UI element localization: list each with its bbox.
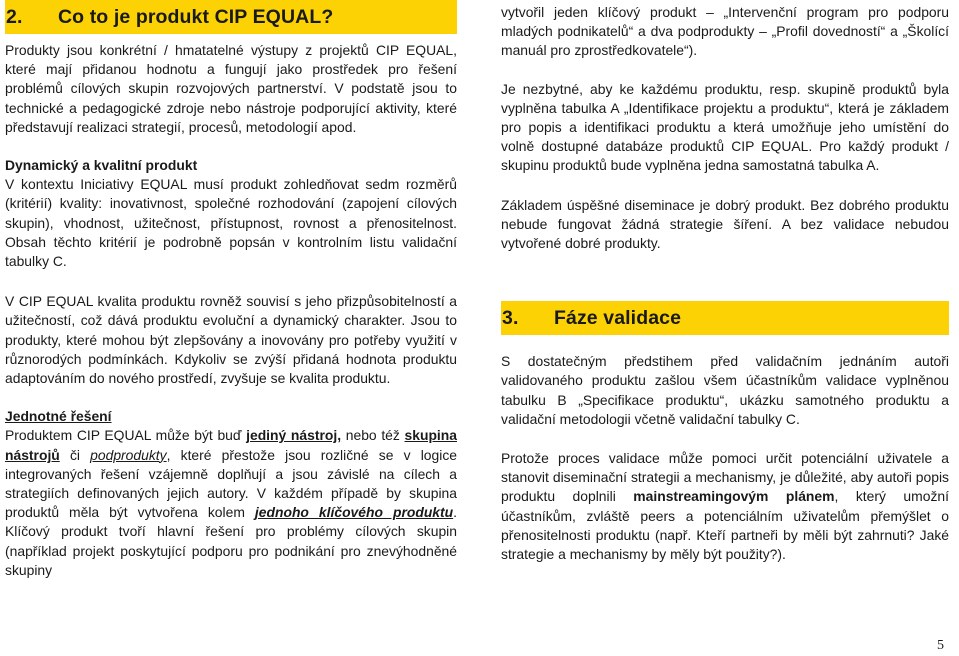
single-solution-text-4: , které přestože jsou rozličné se v logice integrovaných řešení vzájemně doplňují a jsou závislé na cílech a strategiích definovaných jejich autory. V každém případě by skupina produktů měla být vytvořena kolem (5, 446, 457, 521)
single-solution-text-3: či (59, 446, 91, 463)
validation-process-paragraph (501, 449, 949, 564)
dynamic-product-paragraph: V kontextu Iniciativy EQUAL musí produkt zohledňovat sedm rozměrů (kritérií) kvality: inovativnost, společné rozhodování (zapojení cílových skupin), vhodnost, užitečnost, přístupnost, rovnost a přenositelnost. Obsah těchto kritérií je podrobně popsán v kontrolním listu validační tabulky C. (5, 176, 457, 270)
page-number: 5 (937, 638, 944, 653)
left-column (5, 0, 457, 580)
section-2-heading (5, 0, 457, 34)
section-2-title: Co to je produkt CIP EQUAL? (58, 6, 334, 28)
section-3-title: Fáze validace (554, 307, 682, 330)
tool-group-emphasis: skupina nástrojů (5, 427, 458, 463)
key-product-emphasis: jednoho klíčového produktu (254, 504, 454, 521)
dynamic-product-heading: Dynamický a kvalitní produkt (5, 157, 198, 174)
process-text-1: Protože proces validace může pomoci určit potenciální uživatele a stanovit diseminační strategii a mechanismy, je důležité, aby autoři popis produktu doplnili (501, 450, 949, 505)
quality-paragraph: V CIP EQUAL kvalita produktu rovněž souvisí s jeho přizpůsobitelností a užitečností, což dává produktu evoluční a dynamický charakter. Jsou to produkty, které mohou být zlepšovány a inovovány pro potřeby využití v různorodých podmínkách. Kdykoliv se zvýší přidaná hodnota produktu adaptováním do nového prostředí, zvyšuje se kvalita produktu. (5, 293, 457, 387)
right-column (501, 0, 949, 564)
section-3-heading (501, 301, 949, 335)
key-product-example-paragraph: vytvořil jeden klíčový produkt – „Intervenční program pro podporu mladých podnikatelů“ a dva podprodukty – „Profil dovedností“ a „Školící manuál pro zprostředkovatele“). (501, 4, 949, 59)
dissemination-paragraph: Základem úspěšné diseminace je dobrý produkt. Bez dobrého produktu nebude fungovat žádná strategie šíření. A bez validace nebudou vytvořené dobré produkty. (501, 196, 949, 252)
mainstreaming-plan-emphasis: mainstreamingovým plánem (633, 488, 835, 505)
section-2-number: 2. (6, 6, 23, 28)
single-solution-text-1: Produktem CIP EQUAL může být buď (5, 427, 247, 444)
section-3-number: 3. (502, 307, 519, 330)
intro-paragraph: Produkty jsou konkrétní / hmatatelné výstupy z projektů CIP EQUAL, které mají přidanou hodnotu a fungují jako prostředek pro řešení problémů cílových skupin rozvojových partnerství. V podstatě jsou to technické a pedagogické zdroje nebo nástroje podporující aktivity, které představují realizaci strategií, procesů, metodologií apod. (5, 42, 457, 135)
single-solution-paragraph (5, 426, 457, 580)
subproducts-emphasis: podprodukty (90, 446, 167, 463)
validation-paragraph: S dostatečným předstihem před validačním jednáním autoři validovaného produktu zašlou všem účastníkům validace vyplněnou tabulku B „Specifikace produktu“, ukázku samotného produktu a validační metodologii včetně validační tabulky C. (501, 353, 949, 427)
single-solution-text-5: . Klíčový produkt tvoří hlavní řešení pro problémy cílových skupin (například projekt poskytující podporu pro podnikání pro znevýhodněné skupiny (5, 504, 457, 578)
single-solution-heading: Jednotné řešení (5, 408, 112, 425)
process-text-2: , který umožní účastníkům, zvláště peers a potenciálním uživatelům přemýšlet o přenositelnosti produktu (např. Kteří partneři by měli být zahrnuti? Jaké strategie a mechanismy by měly být použity?). (501, 488, 949, 563)
table-a-paragraph: Je nezbytné, aby ke každému produktu, resp. skupině produktů byla vyplněna tabulka A „Identifikace projektu a produktu“, která je základem pro popis a identifikaci produktu a která umožňuje jeho umístění do volně dostupné databáze produktů CIP EQUAL. Pro každý produkt / skupinu produktů bude vyplněna jedna samostatná tabulka A. (501, 80, 949, 174)
single-tool-emphasis: jediný nástroj, (246, 427, 342, 444)
single-solution-text-2: nebo též (341, 427, 405, 444)
